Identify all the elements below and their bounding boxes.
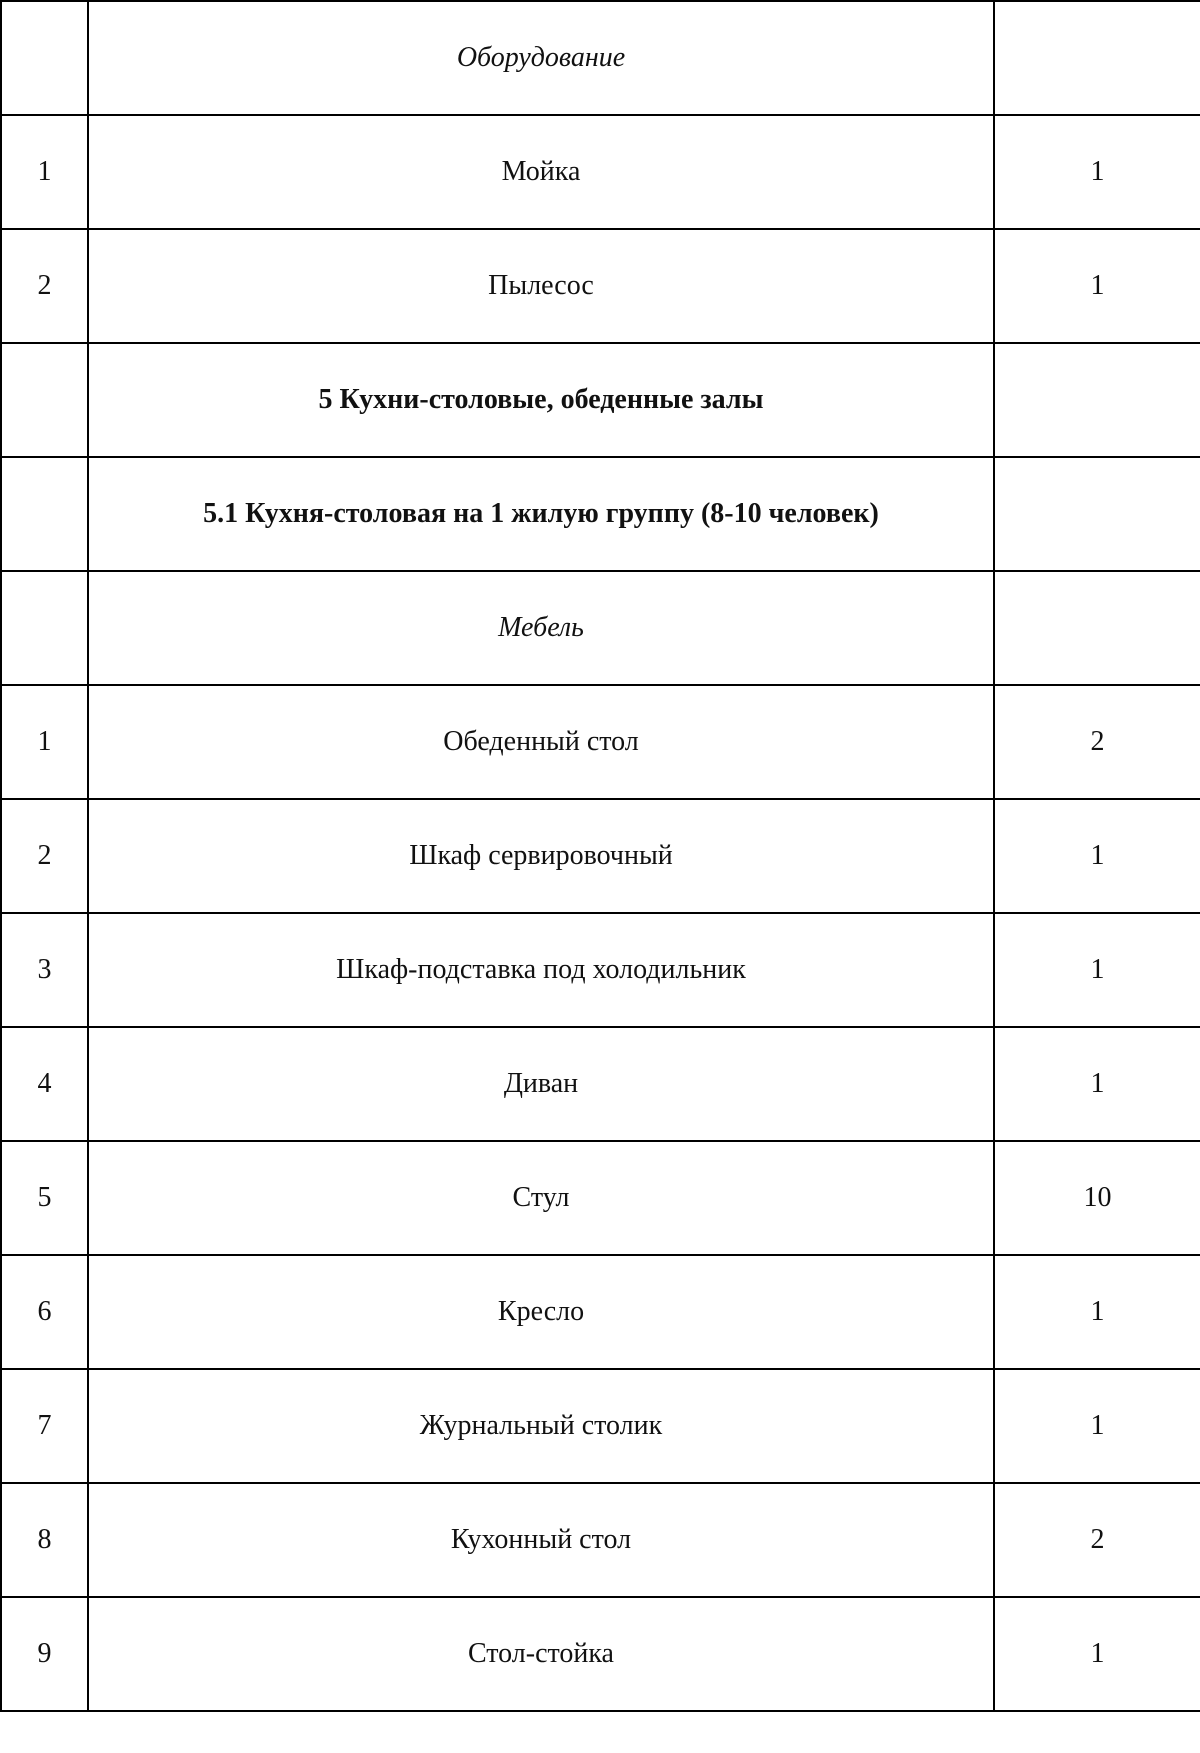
row-number: 1: [1, 115, 88, 229]
row-name: Журнальный столик: [88, 1369, 994, 1483]
row-name: Мебель: [88, 571, 994, 685]
table-row: [1, 1597, 1200, 1711]
row-quantity: 2: [994, 685, 1200, 799]
table-row: [1, 571, 1200, 685]
row-name: 5.1 Кухня-столовая на 1 жилую группу (8-10 человек): [88, 457, 994, 571]
row-number: 2: [1, 229, 88, 343]
table-row: [1, 343, 1200, 457]
table-row: [1, 229, 1200, 343]
row-quantity: 10: [994, 1141, 1200, 1255]
table-row: [1, 1255, 1200, 1369]
row-quantity: 1: [994, 913, 1200, 1027]
table-row: [1, 115, 1200, 229]
row-name: Шкаф-подставка под холодильник: [88, 913, 994, 1027]
row-name: Стул: [88, 1141, 994, 1255]
row-number: 2: [1, 799, 88, 913]
row-name: Шкаф сервировочный: [88, 799, 994, 913]
row-number: 1: [1, 685, 88, 799]
row-number: [1, 1, 88, 115]
row-quantity: [994, 457, 1200, 571]
row-quantity: 1: [994, 1027, 1200, 1141]
row-name: Кухонный стол: [88, 1483, 994, 1597]
row-quantity: 1: [994, 1597, 1200, 1711]
inventory-table-body: [1, 1, 1200, 1711]
row-name: Кресло: [88, 1255, 994, 1369]
row-number: 4: [1, 1027, 88, 1141]
row-number: [1, 343, 88, 457]
row-quantity: 1: [994, 229, 1200, 343]
row-name: Пылесос: [88, 229, 994, 343]
table-row: [1, 913, 1200, 1027]
row-quantity: 1: [994, 115, 1200, 229]
row-name: Оборудование: [88, 1, 994, 115]
row-quantity: 1: [994, 799, 1200, 913]
row-quantity: 1: [994, 1255, 1200, 1369]
table-row: [1, 1483, 1200, 1597]
row-number: 6: [1, 1255, 88, 1369]
row-number: [1, 457, 88, 571]
table-row: [1, 1, 1200, 115]
table-row: [1, 1141, 1200, 1255]
table-row: [1, 799, 1200, 913]
table-row: [1, 1027, 1200, 1141]
row-quantity: 1: [994, 1369, 1200, 1483]
row-name: 5 Кухни-столовые, обеденные залы: [88, 343, 994, 457]
row-quantity: 2: [994, 1483, 1200, 1597]
row-number: 3: [1, 913, 88, 1027]
row-name: Мойка: [88, 115, 994, 229]
row-number: 8: [1, 1483, 88, 1597]
row-name: Обеденный стол: [88, 685, 994, 799]
row-quantity: [994, 1, 1200, 115]
table-row: [1, 1369, 1200, 1483]
table-row: [1, 457, 1200, 571]
table-row: [1, 685, 1200, 799]
row-name: Диван: [88, 1027, 994, 1141]
row-number: [1, 571, 88, 685]
row-number: 5: [1, 1141, 88, 1255]
row-quantity: [994, 571, 1200, 685]
row-name: Стол-стойка: [88, 1597, 994, 1711]
row-number: 7: [1, 1369, 88, 1483]
row-number: 9: [1, 1597, 88, 1711]
row-quantity: [994, 343, 1200, 457]
